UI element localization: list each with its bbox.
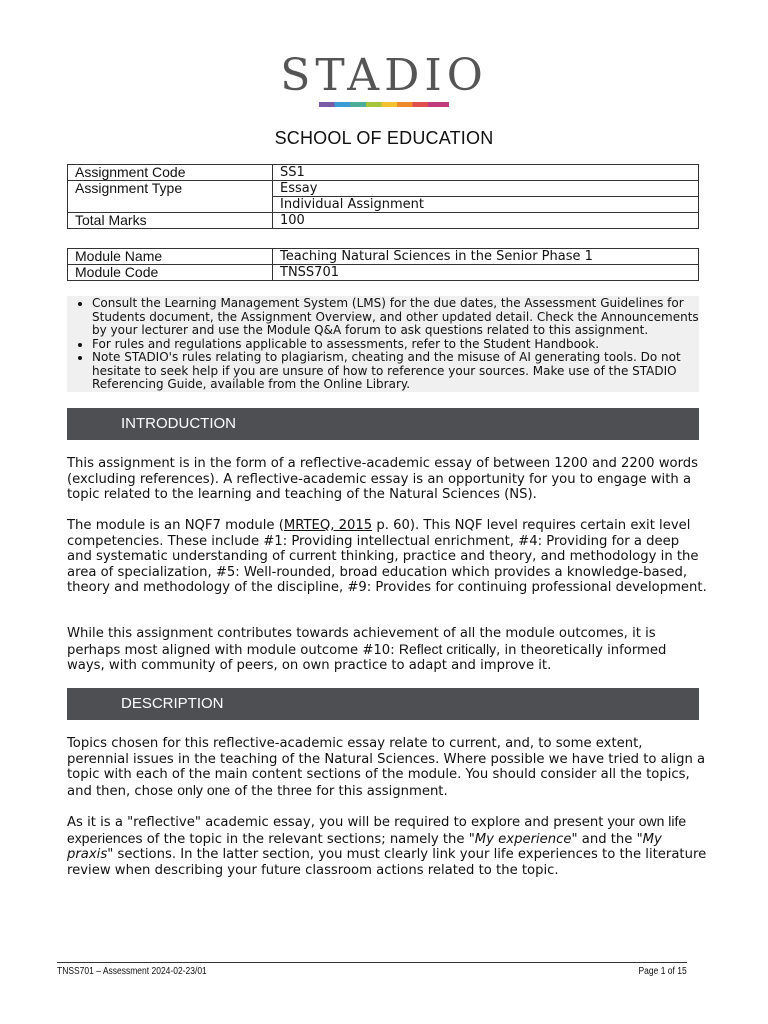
instruction-item: • Consult the Learning Management System (LMS) for the due dates, the Assessment Guidelines for Students document, the Assignment Overview, and other updated detail. Check the Announcements by your lecturer and use the Module Q&A forum to ask questions related to this assignment. <box>92 297 699 338</box>
italic-text: My praxis <box>67 831 662 862</box>
footer-document-id: TNSS701 – Assessment 2024-02-23/01 <box>57 966 207 977</box>
text-span: Topics chosen for this reflective-academic essay relate to current, and, to some extent, perennial issues in the teaching of the Natural Sciences. Where possible we have tried to align a topic with each of the main content sections of the module. You should consider all the topics, and then, chose <box>67 736 706 799</box>
logo-wordmark: STADIO <box>280 50 488 101</box>
table-label: Assignment Type <box>68 181 273 213</box>
section-heading-description: DESCRIPTION <box>67 688 699 720</box>
table-row <box>68 249 699 265</box>
table-value: TNSS701 <box>273 265 699 281</box>
footer-divider <box>57 962 687 963</box>
stadio-logo <box>0 52 768 107</box>
instruction-item: • Note STADIO's rules relating to plagiarism, cheating and the misuse of AI generating tools. Do not hesitate to seek help if you are unsure of how to reference your sources. Make use of the STADIO Referencing Guide, available from the Online Library. <box>92 351 699 392</box>
text-span: , in theoretically informed ways, with community of peers, on own practice to adapt and improve it. <box>67 642 667 673</box>
emphasis-text: Reflect critically <box>398 640 497 657</box>
table-value: Individual Assignment <box>273 197 699 213</box>
table-label: Assignment Code <box>68 165 273 181</box>
table-value: Teaching Natural Sciences in the Senior Phase 1 <box>273 249 699 265</box>
table-row <box>68 165 699 181</box>
intro-paragraph-2 <box>67 518 707 596</box>
logo-color-bar <box>319 102 449 107</box>
intro-paragraph-3 <box>67 626 707 674</box>
description-paragraph-2 <box>67 814 707 878</box>
assignment-info-table <box>67 164 699 229</box>
instruction-item: • For rules and regulations applicable to assessments, refer to the Student Handbook. <box>92 338 699 352</box>
table-row <box>68 213 699 229</box>
table-row <box>68 181 699 197</box>
intro-paragraph-1: This assignment is in the form of a reflective-academic essay of between 1200 and 2200 words (excluding references). A reflective-academic essay is an opportunity for you to engage with a topic related to the learning and teaching of the Natural Sciences (NS). <box>67 456 699 502</box>
section-heading-introduction: INTRODUCTION <box>67 408 699 440</box>
instructions-box <box>67 296 699 392</box>
mrteq-reference-link[interactable]: MRTEQ, 2015 <box>283 518 373 533</box>
text-span: " sections. In the latter section, you must clearly link your life experiences to the literature review when describing your future classroom actions related to the topic. <box>67 847 707 878</box>
footer-page-number: Page 1 of 15 <box>638 966 687 977</box>
italic-text: My experience <box>474 831 572 847</box>
table-label: Module Code <box>68 265 273 281</box>
text-span: of the topic in the relevant sections; namely the " <box>142 831 475 847</box>
text-span: As it is a "reflective" academic essay, you will be required to explore and present <box>67 815 608 830</box>
table-row <box>68 265 699 281</box>
emphasis-text: your own life experiences <box>67 813 687 846</box>
table-value: 100 <box>273 213 699 229</box>
text-span: of the three for this assignment. <box>230 783 448 799</box>
module-info-table <box>67 248 699 281</box>
description-paragraph-1 <box>67 736 707 799</box>
table-label: Module Name <box>68 249 273 265</box>
text-span: p. 60). This NQF level requires certain exit level competencies. These include #1: Providing intellectual enrichment, #4: Providing for a deep and systematic understanding of current thinking, practice and theory, and methodology in the area of specialization, #5: Well-rounded, broad education which provides a knowledge-based, theory and methodology of the discipline, #9: Provides for continuing professional development. <box>67 518 707 595</box>
text-span: The module is an NQF7 module ( <box>67 518 284 533</box>
emphasis-text: only one <box>177 781 231 798</box>
table-label: Total Marks <box>68 213 273 229</box>
table-value: SS1 <box>273 165 699 181</box>
text-span: While this assignment contributes towards achievement of all the module outcomes, it is perhaps most aligned with module outcome #10: <box>67 626 656 658</box>
table-value: Essay <box>273 181 699 197</box>
school-title: SCHOOL OF EDUCATION <box>274 128 494 148</box>
text-span: " and the " <box>571 831 643 847</box>
